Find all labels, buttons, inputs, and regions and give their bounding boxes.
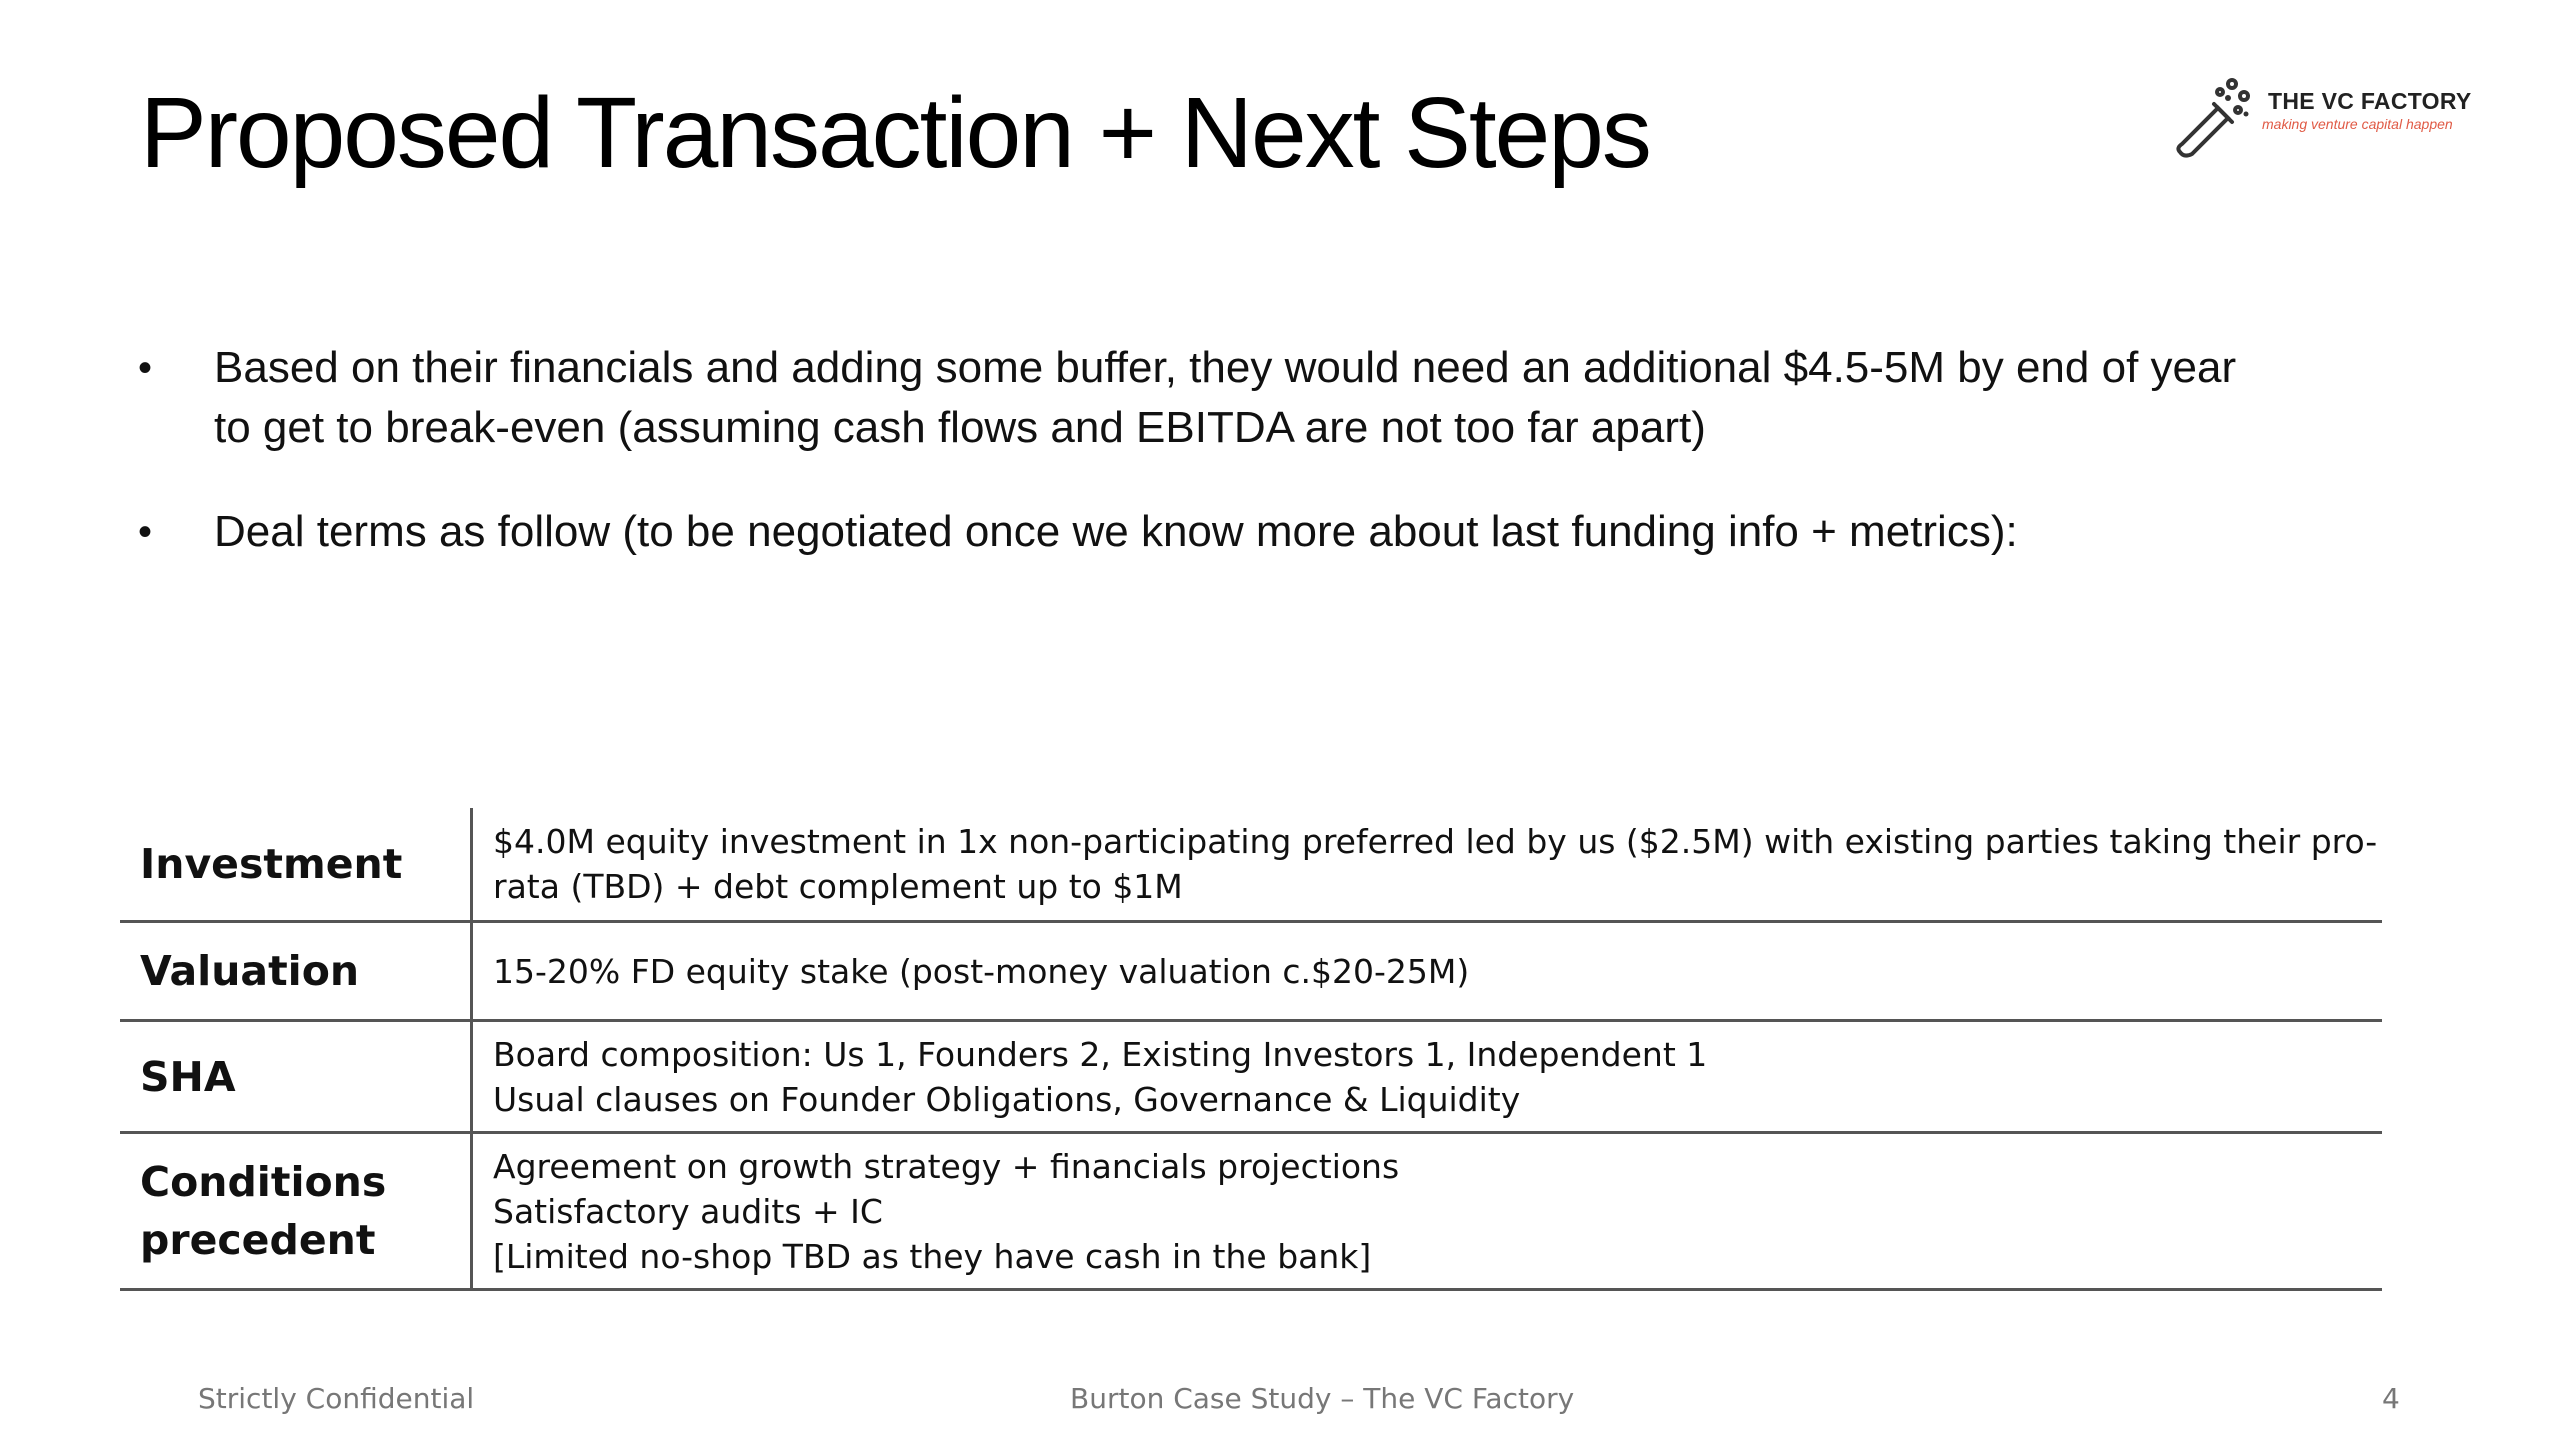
bullet-item bbox=[138, 502, 2238, 562]
terms-row-valuation bbox=[120, 922, 2382, 1021]
term-value-line: Agreement on growth strategy + financials projections bbox=[493, 1146, 1400, 1186]
bullet-text: Based on their financials and adding some buffer, they would need an additional $4.5-5M by end of year to get to break-even (assuming cash flows and EBITDA are not too far apart) bbox=[214, 343, 2237, 452]
test-tube-icon bbox=[2170, 74, 2254, 158]
logo-name: THE VC FACTORY bbox=[2268, 88, 2472, 114]
term-value bbox=[472, 922, 2383, 1021]
slide-title: Proposed Transaction + Next Steps bbox=[140, 77, 1650, 189]
footer-title: Burton Case Study – The VC Factory bbox=[1070, 1382, 1575, 1415]
bullet-item bbox=[138, 338, 2238, 458]
deal-terms-table bbox=[120, 808, 2382, 1291]
term-key: Valuation bbox=[120, 922, 472, 1021]
terms-row-investment bbox=[120, 808, 2382, 922]
company-logo bbox=[2170, 74, 2510, 158]
term-value-line: Usual clauses on Founder Obligations, Governance & Liquidity bbox=[493, 1079, 1521, 1119]
term-key: Conditions precedent bbox=[120, 1133, 472, 1290]
bullet-text: Deal terms as follow (to be negotiated once we know more about last funding info + metrics): bbox=[214, 507, 2018, 556]
page-number: 4 bbox=[2382, 1382, 2400, 1415]
term-key: Investment bbox=[120, 808, 472, 922]
bullet-marker: • bbox=[138, 510, 153, 554]
term-value-line: 15-20% FD equity stake (post-money valuation c.$20-25M) bbox=[493, 951, 1470, 991]
terms-row-conditions bbox=[120, 1133, 2382, 1290]
bullet-marker: • bbox=[138, 346, 153, 390]
term-value-line: [Limited no-shop TBD as they have cash in the bank] bbox=[493, 1236, 1372, 1276]
footer-confidential: Strictly Confidential bbox=[198, 1382, 475, 1415]
term-value bbox=[472, 808, 2383, 922]
term-value-line: Satisfactory audits + IC bbox=[493, 1191, 883, 1231]
term-key: SHA bbox=[120, 1021, 472, 1133]
bullet-list bbox=[138, 338, 2238, 562]
terms-row-sha bbox=[120, 1021, 2382, 1133]
term-value bbox=[472, 1133, 2383, 1290]
logo-tagline: making venture capital happen bbox=[2262, 116, 2453, 132]
term-value-line: Board composition: Us 1, Founders 2, Existing Investors 1, Independent 1 bbox=[493, 1034, 1708, 1074]
term-value-line: $4.0M equity investment in 1x non-participating preferred led by us ($2.5M) with existing parties taking their pro-rata (TBD) + debt complement up to $1M bbox=[493, 822, 2378, 906]
term-value bbox=[472, 1021, 2383, 1133]
